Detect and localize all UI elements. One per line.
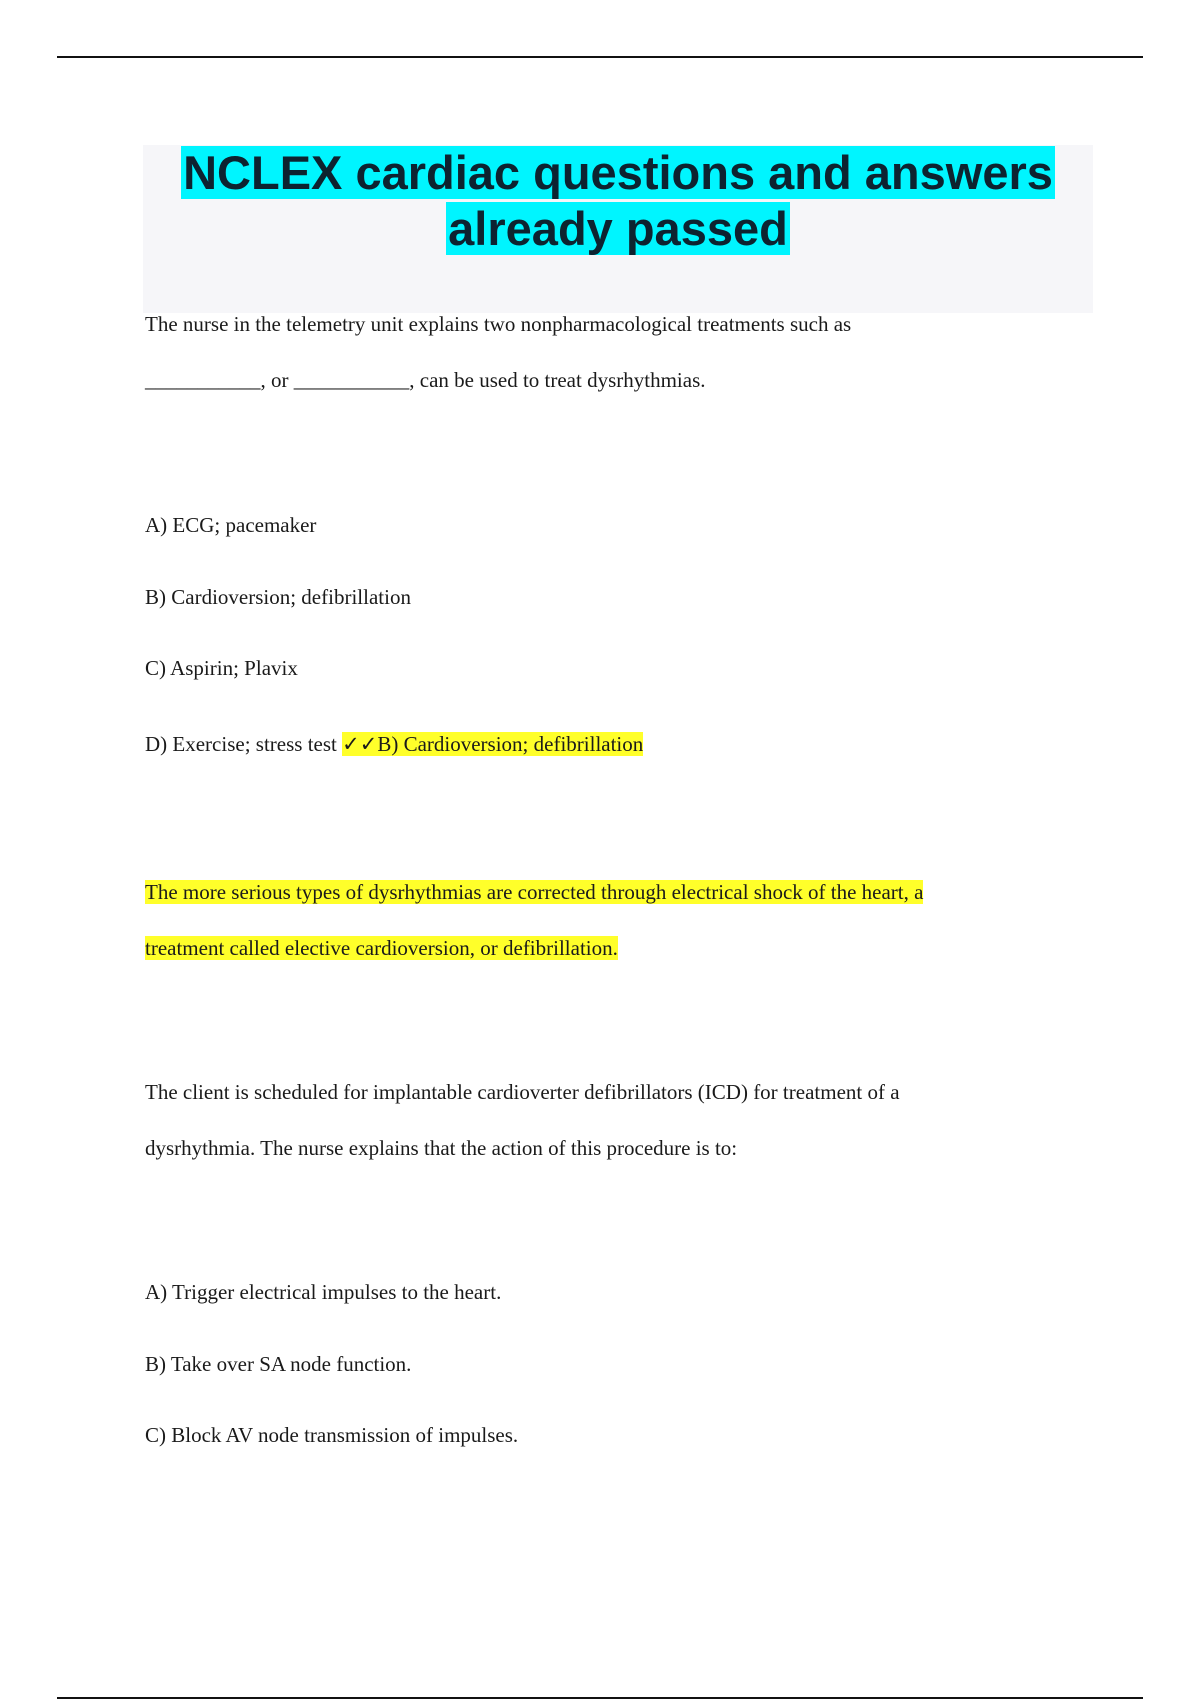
q1-option-b: B) Cardioversion; defibrillation xyxy=(145,585,411,609)
q2-stem-line-2: dysrhythmia. The nurse explains that the action of this procedure is to: xyxy=(145,1136,738,1160)
q2-stem-line-1: The client is scheduled for implantable cardioverter defibrillators (ICD) for treatment of a xyxy=(145,1080,900,1104)
q1-rationale-line-2: treatment called elective cardioversion, or defibrillation. xyxy=(145,936,618,960)
document-title xyxy=(143,145,1093,257)
footer-rule xyxy=(57,1697,1143,1699)
q1-rationale-line-1-row xyxy=(145,880,923,905)
q1-answer: ✓✓B) Cardioversion; defibrillation xyxy=(342,732,644,756)
q2-option-c: C) Block AV node transmission of impulses. xyxy=(145,1423,519,1447)
q2-option-a: A) Trigger electrical impulses to the heart. xyxy=(145,1280,502,1304)
header-rule xyxy=(57,56,1143,58)
title-block xyxy=(143,145,1093,313)
q1-option-d-row xyxy=(145,732,643,757)
q1-stem-line-1: The nurse in the telemetry unit explains two nonpharmacological treatments such as xyxy=(145,312,852,336)
q1-rationale-line-1: The more serious types of dysrhythmias are corrected through electrical shock of the heart, a xyxy=(145,880,924,904)
title-line-1: NCLEX cardiac questions and answers xyxy=(183,146,1053,199)
q1-option-a: A) ECG; pacemaker xyxy=(145,513,317,537)
q1-option-d: D) Exercise; stress test xyxy=(145,732,343,756)
q1-rationale-line-2-row xyxy=(145,936,618,961)
q1-stem-line-2: ___________, or ___________, can be used to treat dysrhythmias. xyxy=(145,368,706,392)
title-line-2: already passed xyxy=(448,202,788,255)
q2-option-b: B) Take over SA node function. xyxy=(145,1352,412,1376)
q1-option-c: C) Aspirin; Plavix xyxy=(145,656,298,680)
